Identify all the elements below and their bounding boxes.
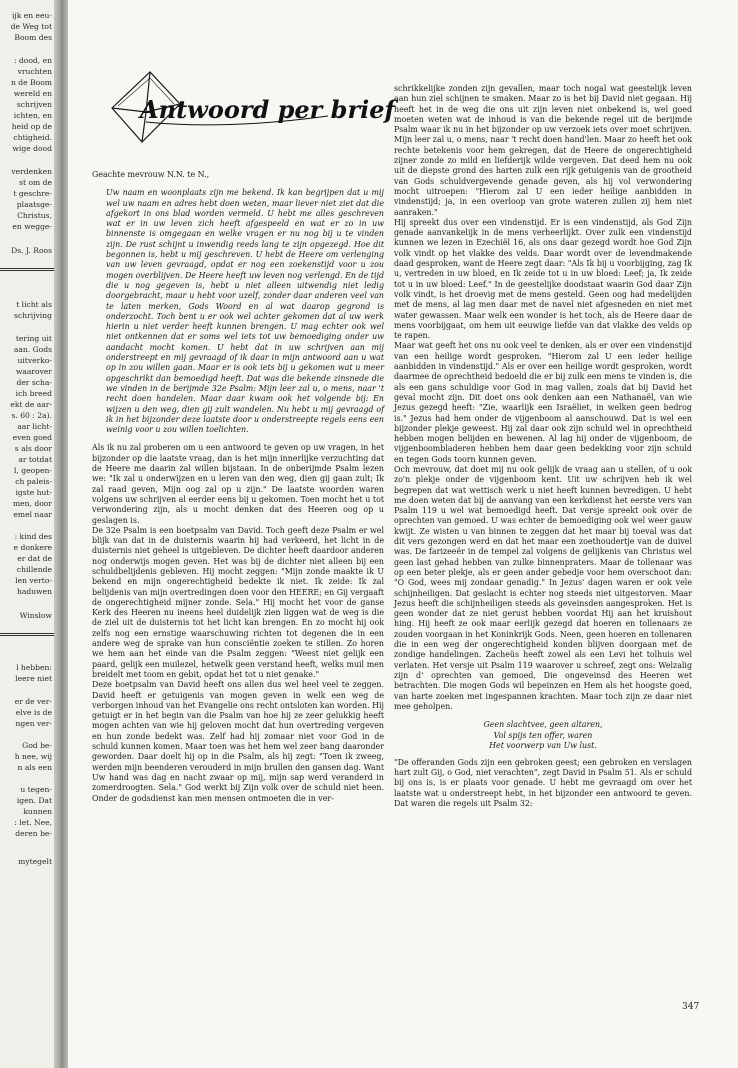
fragment-line: deren be- [15, 829, 52, 838]
salutation: Geachte mevrouw N.N. te N., [92, 170, 210, 179]
fragment-line: plaatsge- [16, 200, 52, 209]
fragment-line: leere niet [15, 674, 52, 683]
verse-line: Geen slachtvee, geen altaren, [483, 720, 603, 730]
fragment-line: wige dood [12, 144, 52, 153]
reply-paragraph: Als ik nu zal proberen om u een antwoord te geven op uw vragen, in het bijzonder op die laatste vraag, dan is het mijn innerlijke verzuchting dat de Heere me daarin zal willen bijstaan. In de onberijmde Psalm lezen we: "Ik zal u onderwijzen en u leren van den weg, dien gij gaan zult; Ik zal raad geven, Mijn oog zal op u zijn." De laatste woorden waren volgens uw schrijven al eerder eens bij u gekomen. Toen mocht het u tot verwondering zijn, als u mocht denken dat des Heeren oog op u geslagen is. [92, 443, 384, 525]
fragment-line: kunnen [23, 807, 52, 816]
fragment-line: aan. Gods [13, 345, 52, 354]
fragment-line: emel naar [13, 510, 52, 519]
antwoord-per-brief-logo [106, 68, 395, 146]
fragment-line: : kind des [14, 532, 52, 541]
fragment-line: chtigheid. [13, 133, 52, 142]
verse-line: Het voorwerp van Uw lust. [489, 741, 597, 751]
reply-paragraph: Deze boetpsalm van David heeft ons allen dus wel heel veel te zeggen. David heeft er getuigenis van mogen geven in welk een weg de verborgen inhoud van het Evangelie ons recht ontsloten kan worden. Hij getuigt er in het begin van die Psalm van hoe hij ze zeer gelukkig heeft mogen achten van wie hij geloven mocht dat hun overtreding vergeven en hun zonde bedekt was. Zelf had hij zomaar niet voor God in de schuld kunnen komen. Maar toen was het hem wel zeer bang daaronder geworden. Daar doelt hij op in die Psalm, als hij zegt: "Toen ik zweeg, werden mijn beenderen verouderd in mijn brullen den gansen dag. Want Uw hand was dag en nacht zwaar op mij, mijn sap werd veranderd in zomerdroogten. Sela." God werkt bij Zijn volk over de schuld niet heen. Onder de godsdienst kan men mensen ontmoeten die in ver- [92, 680, 384, 803]
fragment-line: s als door [14, 444, 52, 453]
fragment-line: n als een [17, 763, 52, 772]
reply-paragraph: Hij spreekt dus over een vindenstijd. Er is een vindenstijd, als God Zijn genade aanvankelijk in de mens verheerlijkt. Over zulk een vindenstijd kunnen we lezen in Ezechiël 16, als ons daar gezegd wordt hoe God Zijn volk vindt op het vlakke des velds. Daar wordt over de levendmakende daad gesproken, want de Heere zegt daar: "Als Ik bij u voorbijging, zag Ik u, vertreden in uw bloed, en Ik zeide tot u in uw bloed: Leef; ja, Ik zeide tot u in uw bloed: Leef." In de geestelijke doodstaat waarin God daar Zijn volk vindt, is het droevig met de mens gesteld. Geen oog had medelijden met de mens, al lag men daar met de navel niet afgesneden en niet met water gewassen. Maar welk een wonder is het toch, als de Heere daar de mens voorbijgaat, om hem uit eeuwige liefde van dat vlakke des velds op te rapen. [394, 217, 692, 341]
fragment-line: wereld en [13, 89, 52, 98]
fragment-line: mytegelt [18, 857, 52, 866]
fragment-line: en wegge- [12, 222, 52, 231]
page [68, 0, 738, 1068]
fragment-line: t geschre- [13, 189, 52, 198]
fragment-line: schrijving [14, 311, 52, 320]
divider [0, 268, 54, 271]
fragment-line: der scha- [16, 378, 52, 387]
previous-page-fragment [0, 0, 54, 1068]
fragment-line: verdenken [11, 167, 52, 176]
fragment-line: st om de [19, 178, 52, 187]
fragment-line: : let. Nee, [14, 818, 52, 827]
fragment-line: s. 60 : 2a). [11, 411, 52, 420]
reply-paragraph: Maar wat geeft het ons nu ook veel te denken, als er over een vindenstijd van een heilige wordt gesproken. "Hierom zal U een ieder heilige aanbidden in vindenstijd." Als er over een heilige wordt gesproken, wordt daarmee de oprechtheid bedoeld die er bij zulk een mens te vinden is, die als een gans schuldige voor God in mag vallen, zoals dat bij David het geval mocht zijn. Dit doet ons ook denken aan een Nathanaël, van wie Jezus gezegd heeft: "Zie, waarlijk een Israëliet, in welken geen bedrog is." Jezus had hem onder de vijgenboom al aanschouwd. Dat is wel een bijzonder plekje geweest. Hij zal daar ook zijn schuld wel in oprechtheid hebben mogen belijden en bewenen. Al lag hij onder de vijgenboom, de vijgenboombladeren hebben hem daar geen bedekking voor zijn schuld en tegen Gods toorn kunnen geven. [394, 341, 692, 464]
fragment-line: ijk en eeu- [11, 11, 52, 20]
fragment-line: men, door [12, 499, 52, 508]
fragment-line: Ds. J. Roos [11, 246, 52, 255]
fragment-line: even goed [12, 433, 52, 442]
fragment-line: t licht als [16, 300, 52, 309]
fragment-line: : dood, en [13, 56, 52, 65]
fragment-line: uitverko- [17, 356, 52, 365]
fragment-line: er de ver- [14, 697, 52, 706]
fragment-line: Christus, [17, 211, 52, 220]
fragment-line: igen. Dat [16, 796, 52, 805]
fragment-line: waarover [15, 367, 52, 376]
fragment-line: aar licht- [17, 422, 52, 431]
fragment-line: ekt de aar- [10, 400, 52, 409]
fragment-line: elve is de [15, 708, 52, 717]
fragment-line: Boom des [14, 33, 52, 42]
left-column [92, 170, 384, 804]
reply-paragraph: De 32e Psalm is een boetpsalm van David. Toch geeft deze Psalm er wel blijk van dat in de duisternis waarin hij had verkeerd, het licht in de duisternis niet geheel is uitgebleven. De dichter heeft daardoor anderen nog onderwijs mogen geven. Het was bij de dichter niet alleen bij een schuldbelijdenis gebleven. Hij mocht zeggen: "Mijn zonde maakte ik U bekend en mijn ongerechtigheid bedekte ik niet. Ik zeide: Ik zal belijdenis van mijn overtredingen doen voor den HEERE; en Gij vergaaft de ongerechtigheid mijner zonde. Sela." Hij mocht het voor de ganse Kerk des Heeren nu ineens heel duidelijk zien liggen wat de weg is die de ziel uit de duisternis tot het licht kan brengen. En zo mocht hij ook zelfs nog een ernstige waarschuwing richten tot degenen die in een andere weg de sprake van hun consciëntie zoeken te stillen. Zo horen we hem aan het einde van die Psalm zeggen: "Weest niet gelijk een paard, gelijk een muilezel, hetwelk geen verstand heeft, welks muil men breidelt met toom en gebit, opdat het tot u niet genake." [92, 525, 384, 679]
page-number: 347 [682, 1002, 700, 1012]
fragment-line: u tegen- [20, 785, 52, 794]
logo-text: Antwoord per brief [140, 95, 395, 124]
fragment-line: haduwen [16, 587, 52, 596]
fragment-line: igste hut- [15, 488, 52, 497]
letter-quote: Uw naam en woonplaats zijn me bekend. Ik kan begrijpen dat u mij wel uw naam en adres hebt doen weten, maar liever niet ziet dat die afgekort in ons blad worden vermeld. U hebt me alles geschreven wat er in uw leven zich heeft afgespeeld en wat er zo in uw binnenste is omgegaan en welke vragen er nu nog bij u te vinden zijn. De rust schijnt u inwendig reeds lang te zijn opgezegd. Hoe dit begonnen is, hebt u mij geschreven. U hebt de Heere om verlenging van uw leven gevraagd, opdat er nog een zoekenstijd voor u zou mogen overblijven. De Heere heeft uw leven nog verlengd. En de tijd die u nog gegeven is, hebt u niet alleen uitwendig niet ledig doorgebracht, maar u hebt voor uzelf, zonder daar anderen veel van te laten merken, Gods Woord en al wat daarop gegrond is onderzocht. Toch bent u er ook wel achter gekomen dat al uw werk hierin u niet verder heeft kunnen brengen. U mag echter ook wel niet ontkennen dat er soms wel iets tot uw bemoediging onder uw aandacht mocht komen. U hebt dat in uw schrijven aan mij onderstreept en mij gevraagd of ik daar in mijn antwoord aan u wat op in zou willen gaan. Maar er is ook iets bij u gekomen wat u meer opgeschrikt dan bemoedigd heeft. Dat was die bekende zinsnede die we vinden in de berijmde 32e Psalm: Mijn leer zal u, o mens, naar 't recht doen handelen. Maar daar kwam ook het volgende bij: En wijzen u den weg, dien gij zult wandelen. Nu hebt u mij gevraagd of ik in het bijzonder deze laatste door u onderstreepte regels eens een weinig voor u zou willen toelichten. [106, 188, 384, 435]
fragment-line: n de Boom [11, 78, 52, 87]
fragment-line: God be- [22, 741, 52, 750]
psalm-verse [394, 720, 692, 752]
book-gutter [54, 0, 68, 1068]
fragment-line: ar totdat [18, 455, 52, 464]
fragment-line: l, geopen- [14, 466, 52, 475]
right-column [394, 84, 692, 809]
fragment-line: chillende [16, 565, 52, 574]
fragment-line: h nee, wij [14, 752, 52, 761]
fragment-line: schrijven [16, 100, 52, 109]
verse-line: Vol spijs ten offer, waren [493, 730, 593, 740]
fragment-line: l hebben: [16, 663, 52, 672]
fragment-line: len verto- [15, 576, 52, 585]
divider [0, 633, 54, 636]
fragment-line: er dat de [17, 554, 52, 563]
reply-paragraph: schrikkelijke zonden zijn gevallen, maar toch nogal wat geestelijk leven aan hun ziel schijnen te smaken. Maar zo is het bij David niet gegaan. Hij heeft het in de weg die ons uit zijn leven niet onbekend is, wel goed moeten weten wat de inhoud is van die bekende regel uit de berijmde Psalm waar ik nu in het bijzonder op uw verzoek iets over moet schrijven. Mijn leer zal u, o mens, naar 't recht doen hand'len. Maar zo heeft het ook rechte betekenis voor hem gekregen, dat de Heere de ongerechtigheid zijner zonde zo mild en liefderijk wilde vergeven. Dat deed hem nu ook uit de diepste grond des harten zulk een rijk getuigenis van de grootheid van Gods schuldvergevende genade geven, als hij vol verwondering mocht uitroepen: "Hierom zal U een ieder heilige aanbidden in vindenstijd; ja, in een overloop van grote wateren zullen zij hem niet aanraken." [394, 84, 692, 217]
fragment-line: vruchten [17, 67, 52, 76]
fragment-line: e donkere [13, 543, 52, 552]
fragment-line: ich breed [15, 389, 52, 398]
fragment-line: ichten, en [13, 111, 52, 120]
fragment-line: ch paleis- [15, 477, 52, 486]
fragment-line: tering uit [15, 334, 52, 343]
closing-paragraph: "De offeranden Gods zijn een gebroken geest; een gebroken en verslagen hart zult Gij, o God, niet verachten", zegt David in Psalm 51. Als er schuld bij ons is, is er plaats voor genade. U hebt me gevraagd om over het laatste wat u onderstreept hebt, in het bijzonder een antwoord te geven. Dat waren die regels uit Psalm 32: [394, 757, 692, 808]
fragment-line: Winslow [19, 611, 52, 620]
reply-paragraph: Och mevrouw, dat doet mij nu ook gelijk de vraag aan u stellen, of u ook zo'n plekje onder de vijgenboom kent. Uit uw schrijven heb ik wel begrepen dat wat wettisch werk u niet heeft kunnen bevredigen. U hebt me doen weten dat bij de aanvang van een kerkdienst het eerste vers van Psalm 119 u wel wat bemoedigd heeft. Dat versje spreekt ook over de oprechten van gemoed. U was echter de bemoediging ook wel weer gauw kwijt. Ze wisten u van binnen te zeggen dat het maar bij toeval was dat dit vers gezongen werd en dat het maar een zoethoudertje van de duivel was. De farizeeër in de tempel zal volgens de gelijkenis van Christus wel geen last gehad hebben van zulke binnenpraters. Maar de tollenaar was op een beter plekje, als er geen ander gebedje voor hem overschoot dan: "O God, wees mij zondaar genadig." In Jezus' dagen waren er ook vele schijnheiligen. Dat geslacht is echter nog steeds niet uitgestorven. Maar Jezus heeft die schijnheiligen steeds als geveinsden aangesproken. Het is geen wonder dat ze niet gerust hebben voordat Hij aan het kruishout hing. Hij heeft ze ook maar eerlijk gezegd dat hoeren en tollenaars ze zouden voorgaan in het Koninkrijk Gods. Neen, geen hoeren en tollenaren die in een weg der ongerechtigheid konden blijven doorgaan met de zondige handelingen. Zacheüs heeft zowel als een Levi het tolhuis wel verlaten. Het versje uit Psalm 119 waarover u schreef, zegt ons: Welzalig zijn d' oprechten van gemoed, Die ongeveinsd des Heeren wet betrachten. Die mogen Gods wil bepeinzen en Hem als het hoogste goed, van harte zoeken met ingespannen krachten. Maar toch zijn ze daar niet mee geholpen. [394, 464, 692, 711]
fragment-line: heid op de [11, 122, 52, 131]
fragment-line: ngen ver- [15, 719, 52, 728]
fragment-line: de Weg tot [10, 22, 52, 31]
